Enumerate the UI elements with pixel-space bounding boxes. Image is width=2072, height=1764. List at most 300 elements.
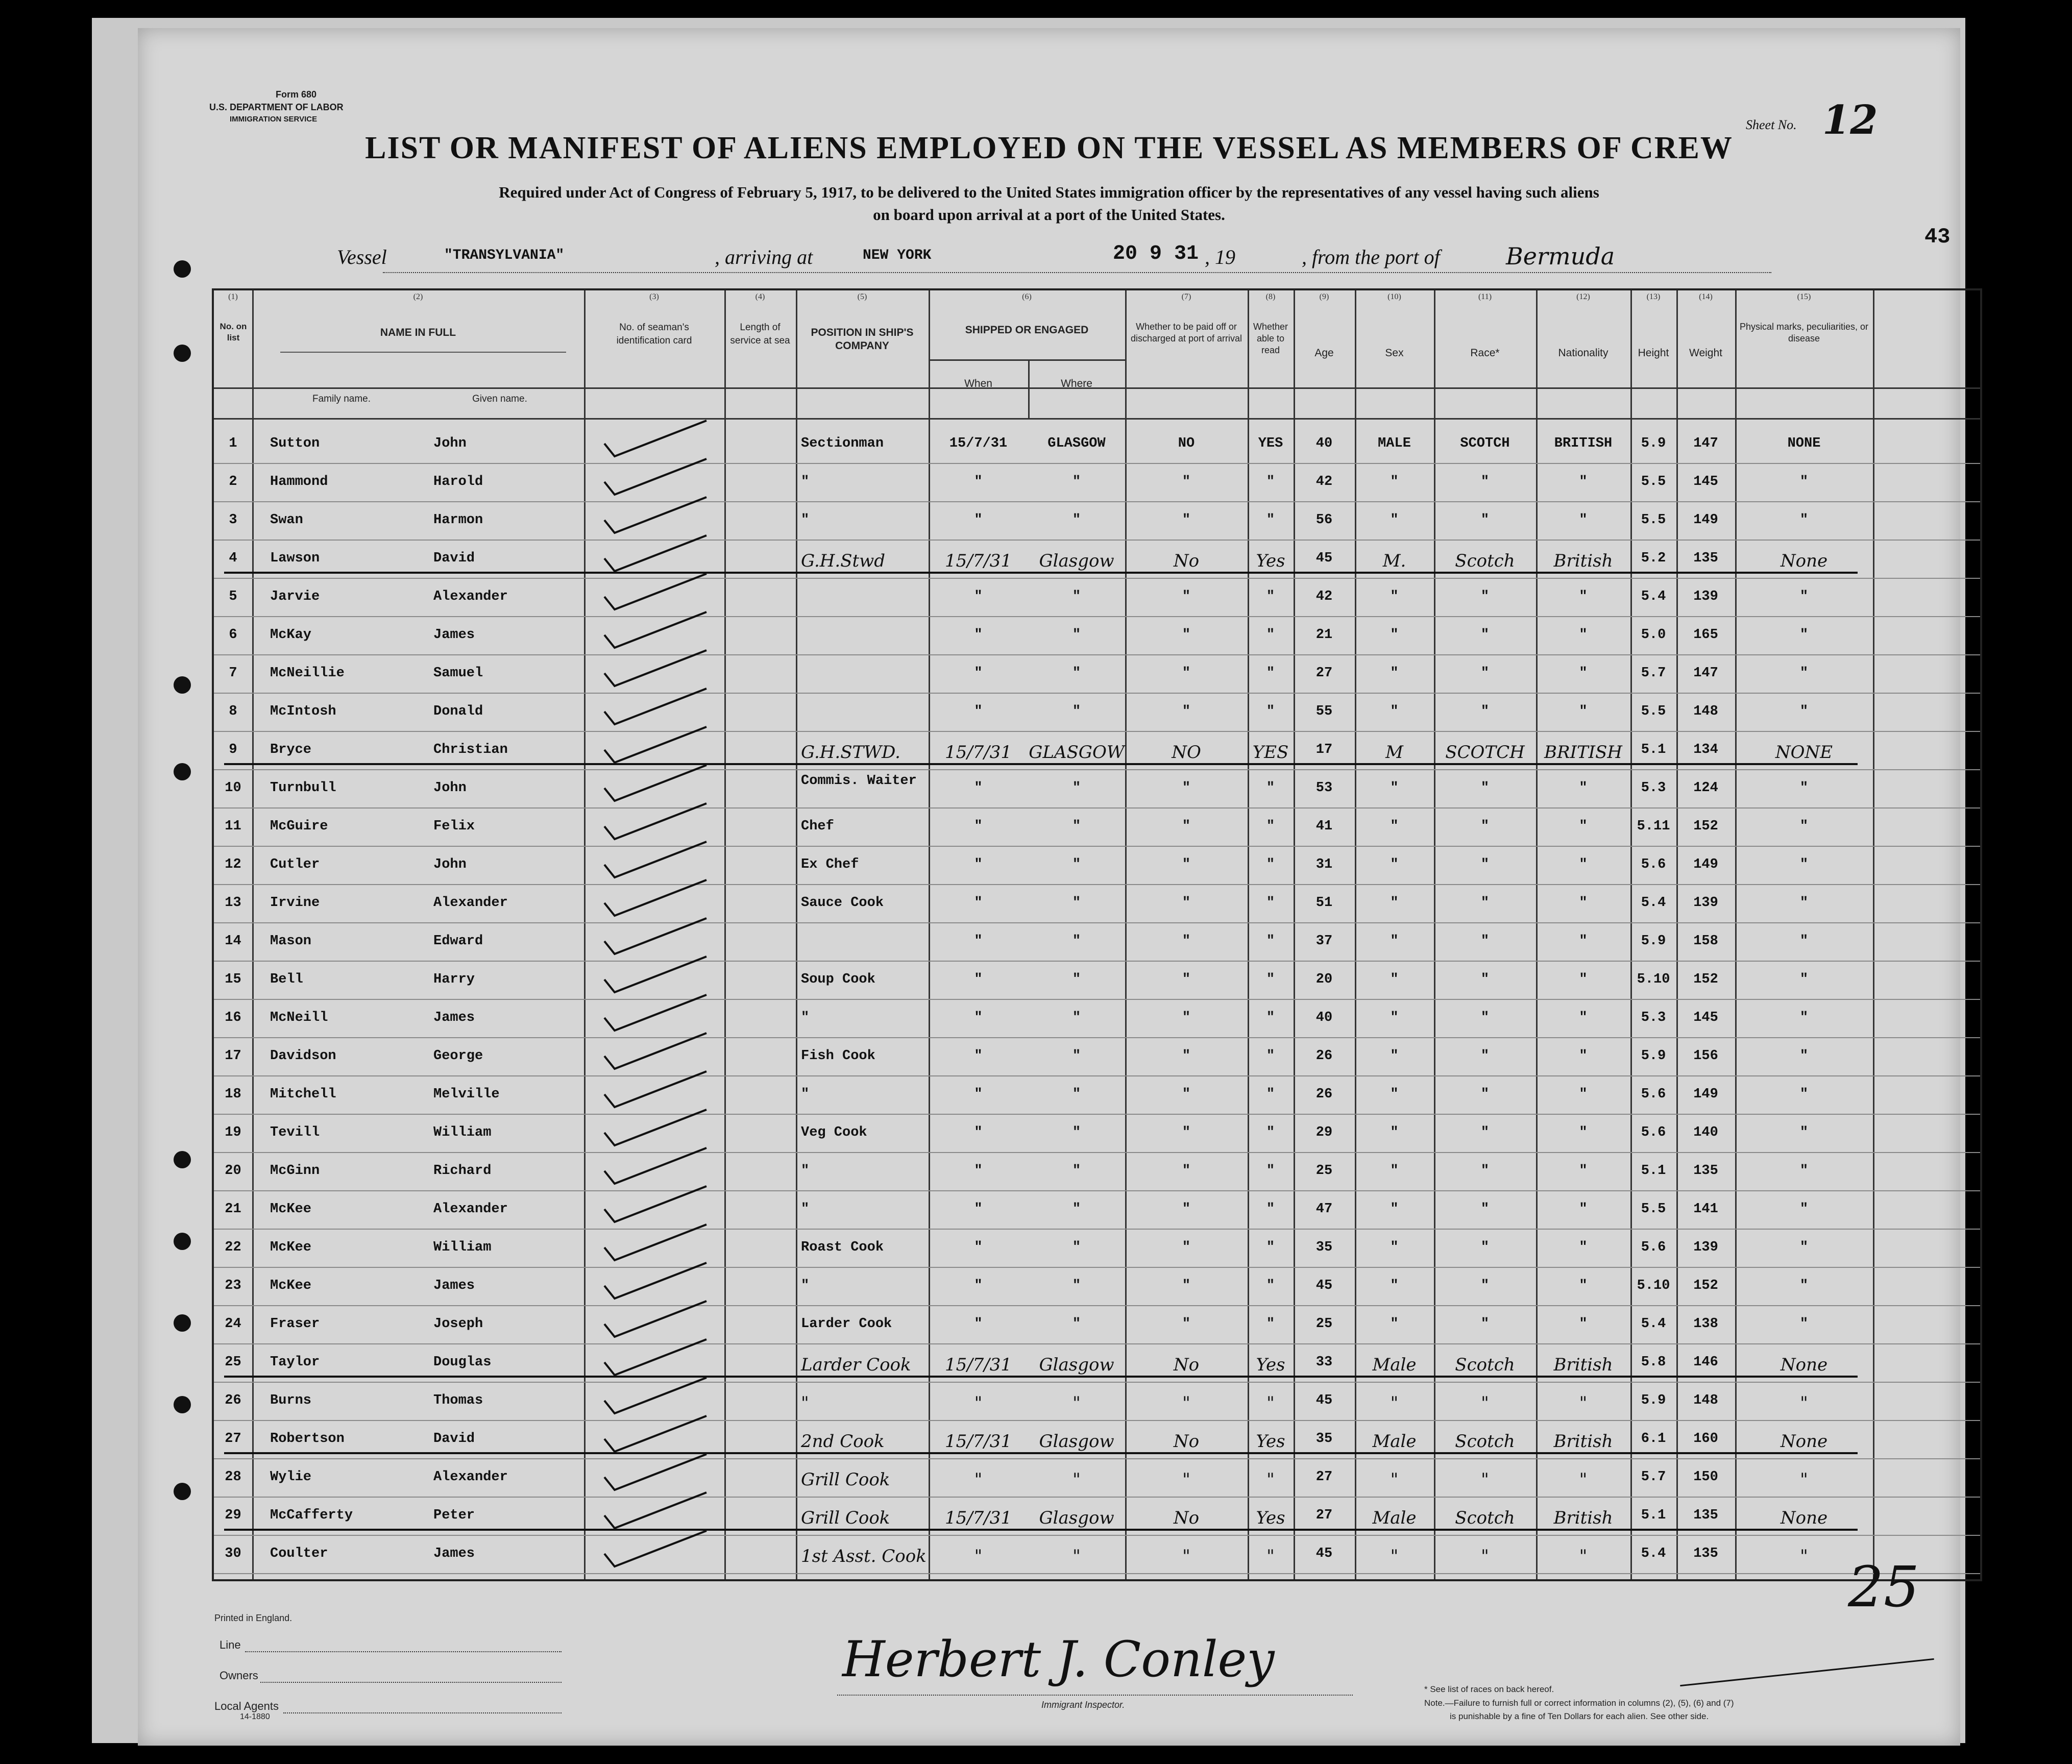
row-rule (214, 578, 1980, 579)
cell-weight: 148 (1693, 1393, 1718, 1408)
cell-age: 27 (1315, 1469, 1333, 1485)
cell-no: 17 (225, 1048, 241, 1064)
cell-read: " (1266, 857, 1275, 872)
cell-given: James (433, 1010, 475, 1025)
cell-marks: " (1800, 1469, 1808, 1490)
cell-sex: " (1390, 589, 1399, 604)
cell-age: 45 (1315, 1393, 1333, 1408)
cell-race: " (1480, 512, 1490, 528)
cell-given: Harmon (433, 512, 483, 528)
cell-pos: " (801, 1163, 810, 1179)
cell-when: " (974, 1393, 983, 1413)
cell-when: " (974, 1469, 983, 1490)
cell-paid: " (1182, 1469, 1190, 1490)
cell-weight: 150 (1693, 1469, 1718, 1485)
cell-race: Scotch (1455, 1508, 1515, 1528)
subtitle (240, 181, 1858, 226)
cell-weight: 148 (1693, 704, 1718, 719)
cell-when: " (974, 512, 983, 528)
cell-weight: 141 (1693, 1202, 1718, 1217)
cell-no: 22 (225, 1240, 241, 1255)
heading-name-in-full: NAME IN FULL (380, 327, 456, 338)
cell-nat: British (1553, 551, 1613, 571)
cell-read: " (1266, 1240, 1275, 1255)
cell-when: " (974, 1163, 983, 1179)
cell-weight: 152 (1693, 972, 1718, 987)
cell-given: David (433, 1431, 475, 1447)
cell-weight: 147 (1693, 666, 1718, 681)
cell-race: " (1480, 627, 1490, 643)
cell-read: " (1266, 474, 1275, 489)
cell-weight: 139 (1693, 1240, 1718, 1255)
cell-when: " (974, 857, 983, 872)
cell-when: " (974, 1125, 983, 1140)
cell-read: " (1266, 1546, 1275, 1566)
cell-race: SCOTCH (1445, 742, 1525, 763)
cell-where: " (1072, 1316, 1081, 1332)
cell-read: " (1266, 895, 1275, 911)
cell-family: McGuire (270, 819, 328, 834)
row-rule (214, 922, 1980, 923)
strike-through-line (224, 1376, 1858, 1378)
cell-marks: None (1780, 1508, 1828, 1528)
cell-where: " (1072, 1393, 1081, 1413)
cell-where: " (1072, 1240, 1081, 1255)
cell-height: 5.8 (1641, 1355, 1666, 1370)
col-num-15: (15) (1797, 292, 1811, 301)
cell-nat: " (1579, 512, 1588, 528)
cell-where: " (1072, 627, 1081, 643)
cell-weight: 145 (1693, 474, 1718, 489)
sheet-number: 12 (1822, 97, 1878, 143)
heading-shipped-or-engaged: SHIPPED OR ENGAGED (965, 324, 1089, 336)
cell-height: 5.1 (1641, 1163, 1666, 1179)
cell-read: " (1266, 1316, 1275, 1332)
cell-given: Melville (433, 1087, 500, 1102)
row-rule (214, 1114, 1980, 1115)
inspector-signature: Herbert J. Conley (842, 1631, 1275, 1688)
cell-when: " (974, 1240, 983, 1255)
cell-given: Harry (433, 972, 475, 987)
cell-where: " (1072, 1087, 1081, 1102)
inspector-label: Immigrant Inspector. (1041, 1700, 1125, 1710)
col-num-14: (14) (1699, 292, 1713, 301)
cell-given: Christian (433, 742, 508, 757)
year-label: , 19 (1205, 246, 1235, 268)
cell-weight: 140 (1693, 1125, 1718, 1140)
heading-position: POSITION IN SHIP'S COMPANY (811, 327, 914, 352)
subtitle-line-2: on board upon arrival at a port of the United States. (873, 206, 1225, 224)
cell-pos: " (801, 1087, 810, 1102)
punch-hole (174, 763, 191, 780)
cell-read: YES (1252, 742, 1289, 763)
row-rule (214, 616, 1980, 617)
cell-read: " (1266, 934, 1275, 949)
cell-read: " (1266, 1278, 1275, 1293)
row-rule (214, 769, 1980, 770)
strike-through-line (224, 1529, 1858, 1531)
cell-paid: " (1182, 1125, 1191, 1140)
cell-pos: G.H.Stwd (801, 551, 886, 571)
cell-weight: 149 (1693, 857, 1718, 872)
cell-weight: 135 (1693, 1546, 1718, 1561)
cell-nat: " (1579, 780, 1588, 796)
cell-given: Felix (433, 819, 475, 834)
cell-where: " (1072, 895, 1081, 911)
cell-pos: " (801, 1393, 809, 1413)
cell-race: " (1481, 1469, 1489, 1490)
manifest-sheet (138, 28, 1960, 1746)
cell-nat: " (1579, 1240, 1588, 1255)
cell-age: 53 (1315, 780, 1333, 796)
cell-marks: " (1799, 512, 1809, 528)
cell-sex: " (1390, 972, 1399, 987)
cell-when: " (974, 780, 983, 796)
cell-age: 26 (1315, 1048, 1333, 1064)
cell-race: " (1480, 1087, 1490, 1102)
cell-no: 16 (225, 1010, 241, 1025)
cell-age: 27 (1315, 1508, 1333, 1523)
cell-where: Glasgow (1039, 1355, 1114, 1375)
total-rule (1680, 1658, 1934, 1686)
cell-height: 5.6 (1641, 1125, 1666, 1140)
cell-sex: " (1390, 704, 1399, 719)
cell-race: Scotch (1455, 551, 1515, 571)
cell-no: 12 (225, 857, 241, 872)
cell-sex: " (1390, 512, 1399, 528)
cell-where: " (1072, 857, 1081, 872)
heading-length-of-service: Length of service at sea (730, 322, 790, 346)
cell-pos: Sectionman (801, 436, 884, 451)
cell-height: 6.1 (1641, 1431, 1666, 1447)
cell-no: 15 (225, 972, 241, 987)
cell-weight: 149 (1693, 512, 1718, 528)
cell-no: 28 (225, 1469, 241, 1485)
cell-age: 45 (1315, 1278, 1333, 1293)
row-rule (214, 463, 1980, 464)
cell-age: 56 (1315, 512, 1333, 528)
cell-when: " (974, 666, 983, 681)
cell-weight: 146 (1693, 1355, 1718, 1370)
cell-pos: Grill Cook (801, 1508, 890, 1528)
cell-family: Burns (270, 1393, 312, 1408)
cell-race: " (1480, 972, 1490, 987)
cell-race: " (1480, 704, 1490, 719)
cell-marks: NONE (1775, 742, 1833, 763)
cell-paid: " (1182, 627, 1191, 643)
cell-height: 5.2 (1641, 551, 1666, 566)
cell-paid: " (1182, 589, 1191, 604)
cell-family: Hammond (270, 474, 328, 489)
subtitle-line-1: Required under Act of Congress of February 5, 1917, to be delivered to the United States immigration officer by the representatives of any vessel having such aliens (499, 183, 1599, 201)
cell-weight: 152 (1693, 819, 1718, 834)
cell-weight: 152 (1693, 1278, 1718, 1293)
cell-family: McKee (270, 1278, 312, 1293)
cell-when: " (974, 1546, 983, 1566)
cell-race: " (1480, 1202, 1490, 1217)
cell-marks: " (1799, 895, 1809, 911)
cell-family: Wylie (270, 1469, 312, 1485)
cell-when: 15/7/31 (944, 742, 1012, 763)
cell-race: " (1481, 1546, 1489, 1566)
cell-family: Mason (270, 934, 312, 949)
cell-race: SCOTCH (1460, 436, 1510, 451)
cell-weight: 145 (1693, 1010, 1718, 1025)
cell-given: Peter (433, 1508, 475, 1523)
cell-read: " (1266, 1163, 1275, 1179)
local-agents-label: Local Agents (214, 1700, 279, 1712)
total-count: 25 (1848, 1554, 1919, 1620)
cell-given: Harold (433, 474, 483, 489)
cell-nat: " (1579, 857, 1588, 872)
cell-sex: " (1390, 1202, 1399, 1217)
cell-given: Douglas (433, 1355, 492, 1370)
cell-pos: 1st Asst. Cook (801, 1546, 927, 1566)
cell-marks: " (1799, 857, 1809, 872)
cell-marks: " (1799, 589, 1809, 604)
cell-sex: " (1390, 819, 1399, 834)
cell-given: William (433, 1125, 492, 1140)
races-note: * See list of races on back hereof. (1424, 1684, 1554, 1694)
cell-given: Edward (433, 934, 483, 949)
cell-given: John (433, 857, 467, 872)
cell-nat: " (1579, 972, 1588, 987)
cell-sex: " (1390, 895, 1399, 911)
name-subrule (280, 352, 566, 353)
heading-height: Height (1638, 347, 1669, 359)
cell-when: " (974, 1010, 983, 1025)
cell-pos: Sauce Cook (801, 895, 884, 911)
cell-where: " (1072, 934, 1081, 949)
cell-no: 6 (229, 627, 237, 643)
cell-age: 45 (1315, 1546, 1333, 1561)
cell-nat: " (1579, 819, 1588, 834)
cell-marks: NONE (1787, 436, 1821, 451)
cell-nat: " (1579, 895, 1588, 911)
col-num-5: (5) (857, 292, 867, 301)
check-mark-icon (599, 1526, 717, 1572)
punch-hole (174, 1314, 191, 1332)
cell-when: 15/7/31 (949, 436, 1008, 451)
cell-where: " (1072, 1010, 1081, 1025)
row-rule (214, 1305, 1980, 1306)
cell-pos: " (801, 1278, 810, 1293)
cell-nat: " (1579, 934, 1588, 949)
cell-where: " (1072, 589, 1081, 604)
cell-no: 3 (229, 512, 237, 528)
cell-marks: " (1799, 819, 1809, 834)
cell-family: Coulter (270, 1546, 328, 1561)
cell-paid: " (1182, 1202, 1191, 1217)
cell-age: 45 (1315, 551, 1333, 566)
cell-no: 4 (229, 551, 237, 566)
heading-nationality: Nationality (1558, 347, 1608, 359)
cell-height: 5.4 (1641, 589, 1666, 604)
cell-read: " (1266, 1087, 1275, 1102)
cell-read: " (1266, 589, 1275, 604)
cell-sex: " (1390, 1240, 1399, 1255)
cell-family: Irvine (270, 895, 320, 911)
cell-marks: " (1799, 972, 1809, 987)
col-num-3: (3) (649, 292, 659, 301)
cell-family: Robertson (270, 1431, 345, 1447)
punch-hole (174, 345, 191, 362)
shipped-subrule (929, 359, 1125, 361)
cell-marks: " (1799, 704, 1809, 719)
cell-no: 5 (229, 589, 237, 604)
heading-when: When (964, 378, 992, 389)
cell-pos: Fish Cook (801, 1048, 875, 1064)
cell-age: 51 (1315, 895, 1333, 911)
cell-when: " (974, 474, 983, 489)
cell-sex: " (1390, 1469, 1399, 1490)
cell-sex: " (1390, 780, 1399, 796)
cell-weight: 134 (1693, 742, 1718, 757)
cell-height: 5.6 (1641, 1240, 1666, 1255)
cell-given: Samuel (433, 666, 483, 681)
cell-age: 26 (1315, 1087, 1333, 1102)
cell-where: Glasgow (1039, 1508, 1114, 1528)
cell-family: Turnbull (270, 780, 336, 796)
heading-given-name: Given name. (472, 394, 527, 404)
cell-given: George (433, 1048, 483, 1064)
cell-no: 2 (229, 474, 237, 489)
heading-weight: Weight (1689, 347, 1722, 359)
column-rule (584, 290, 586, 1579)
row-rule (214, 501, 1980, 502)
cell-where: Glasgow (1039, 1431, 1114, 1452)
cell-marks: " (1799, 1048, 1809, 1064)
cell-pos: Veg Cook (801, 1125, 867, 1140)
cell-sex: " (1390, 1546, 1399, 1566)
row-rule (214, 961, 1980, 962)
cell-height: 5.9 (1641, 1393, 1666, 1408)
strike-through-line (224, 572, 1858, 574)
cell-race: " (1480, 1163, 1490, 1179)
cell-weight: 139 (1693, 895, 1718, 911)
cell-read: " (1266, 704, 1275, 719)
cell-pos: Larder Cook (801, 1355, 911, 1375)
row-rule (214, 1037, 1980, 1038)
cell-where: " (1072, 1125, 1081, 1140)
cell-sex: " (1390, 1278, 1399, 1293)
cell-marks: None (1780, 1431, 1828, 1452)
cell-height: 5.9 (1641, 1048, 1666, 1064)
cell-height: 5.9 (1641, 436, 1666, 451)
cell-height: 5.7 (1641, 666, 1666, 681)
row-rule (214, 1229, 1980, 1230)
cell-sex: " (1390, 934, 1399, 949)
cell-nat: " (1579, 1202, 1588, 1217)
cell-nat: " (1579, 474, 1588, 489)
cell-nat: " (1579, 1278, 1588, 1293)
cell-no: 18 (225, 1087, 241, 1102)
cell-family: Mitchell (270, 1087, 336, 1102)
cell-where: " (1072, 972, 1081, 987)
cell-when: " (974, 1048, 983, 1064)
cell-pos: Roast Cook (801, 1240, 884, 1255)
cell-family: Cutler (270, 857, 320, 872)
col-num-12: (12) (1576, 292, 1590, 301)
cell-when: " (974, 704, 983, 719)
cell-family: Taylor (270, 1355, 320, 1370)
cell-read: Yes (1256, 1508, 1285, 1528)
department-name: U.S. DEPARTMENT OF LABOR (209, 102, 344, 112)
cell-family: Swan (270, 512, 303, 528)
cell-marks: " (1799, 474, 1809, 489)
penalty-note-2: is punishable by a fine of Ten Dollars for each alien. See other side. (1450, 1711, 1709, 1721)
cell-pos: Chef (801, 819, 834, 834)
cell-marks: " (1799, 666, 1809, 681)
row-rule (214, 1343, 1980, 1344)
row-rule (214, 1420, 1980, 1421)
cell-where: " (1072, 1202, 1081, 1217)
cell-when: " (974, 1087, 983, 1102)
cell-no: 13 (225, 895, 241, 911)
cell-read: " (1266, 1469, 1275, 1490)
cell-marks: " (1799, 934, 1809, 949)
cell-family: McNeillie (270, 666, 345, 681)
cell-sex: Male (1372, 1508, 1417, 1528)
cell-marks: " (1799, 1125, 1809, 1140)
cell-read: " (1266, 512, 1275, 528)
cell-no: 29 (225, 1508, 241, 1523)
cell-age: 42 (1315, 474, 1333, 489)
line-label: Line (220, 1638, 241, 1651)
cell-paid: " (1182, 474, 1191, 489)
cell-where: " (1072, 704, 1081, 719)
crew-table (212, 288, 1982, 1581)
cell-paid: " (1182, 819, 1191, 834)
cell-marks: " (1800, 1393, 1808, 1413)
cell-height: 5.0 (1641, 627, 1666, 643)
cell-age: 40 (1315, 436, 1333, 451)
owners-rule (260, 1682, 562, 1683)
cell-sex: " (1390, 1316, 1399, 1332)
cell-no: 26 (225, 1393, 241, 1408)
cell-weight: 156 (1693, 1048, 1718, 1064)
cell-race: Scotch (1455, 1355, 1515, 1375)
cell-nat: " (1579, 1010, 1588, 1025)
cell-paid: " (1182, 1393, 1190, 1413)
col-num-4: (4) (755, 292, 765, 301)
cell-paid: " (1182, 895, 1191, 911)
cell-no: 20 (225, 1163, 241, 1179)
column-rule (796, 290, 797, 1579)
strike-through-line (224, 763, 1858, 765)
col-num-1: (1) (228, 292, 238, 301)
cell-no: 7 (229, 666, 237, 681)
column-rule (252, 290, 254, 1579)
punch-hole (174, 1483, 191, 1500)
cell-height: 5.11 (1637, 819, 1670, 834)
cell-nat: " (1579, 1087, 1588, 1102)
cell-marks: None (1780, 1355, 1828, 1375)
cell-where: " (1072, 780, 1081, 796)
cell-height: 5.1 (1641, 742, 1666, 757)
cell-height: 5.5 (1641, 474, 1666, 489)
cell-paid: No (1173, 1355, 1200, 1375)
header-rule (214, 418, 1980, 420)
vessel-label: Vessel (337, 246, 387, 268)
cell-sex: Male (1372, 1431, 1417, 1452)
col-num-13: (13) (1646, 292, 1661, 301)
cell-age: 33 (1315, 1355, 1333, 1370)
cell-no: 27 (225, 1431, 241, 1447)
cell-paid: " (1182, 1087, 1191, 1102)
col-num-10: (10) (1387, 292, 1401, 301)
cell-age: 42 (1315, 589, 1333, 604)
